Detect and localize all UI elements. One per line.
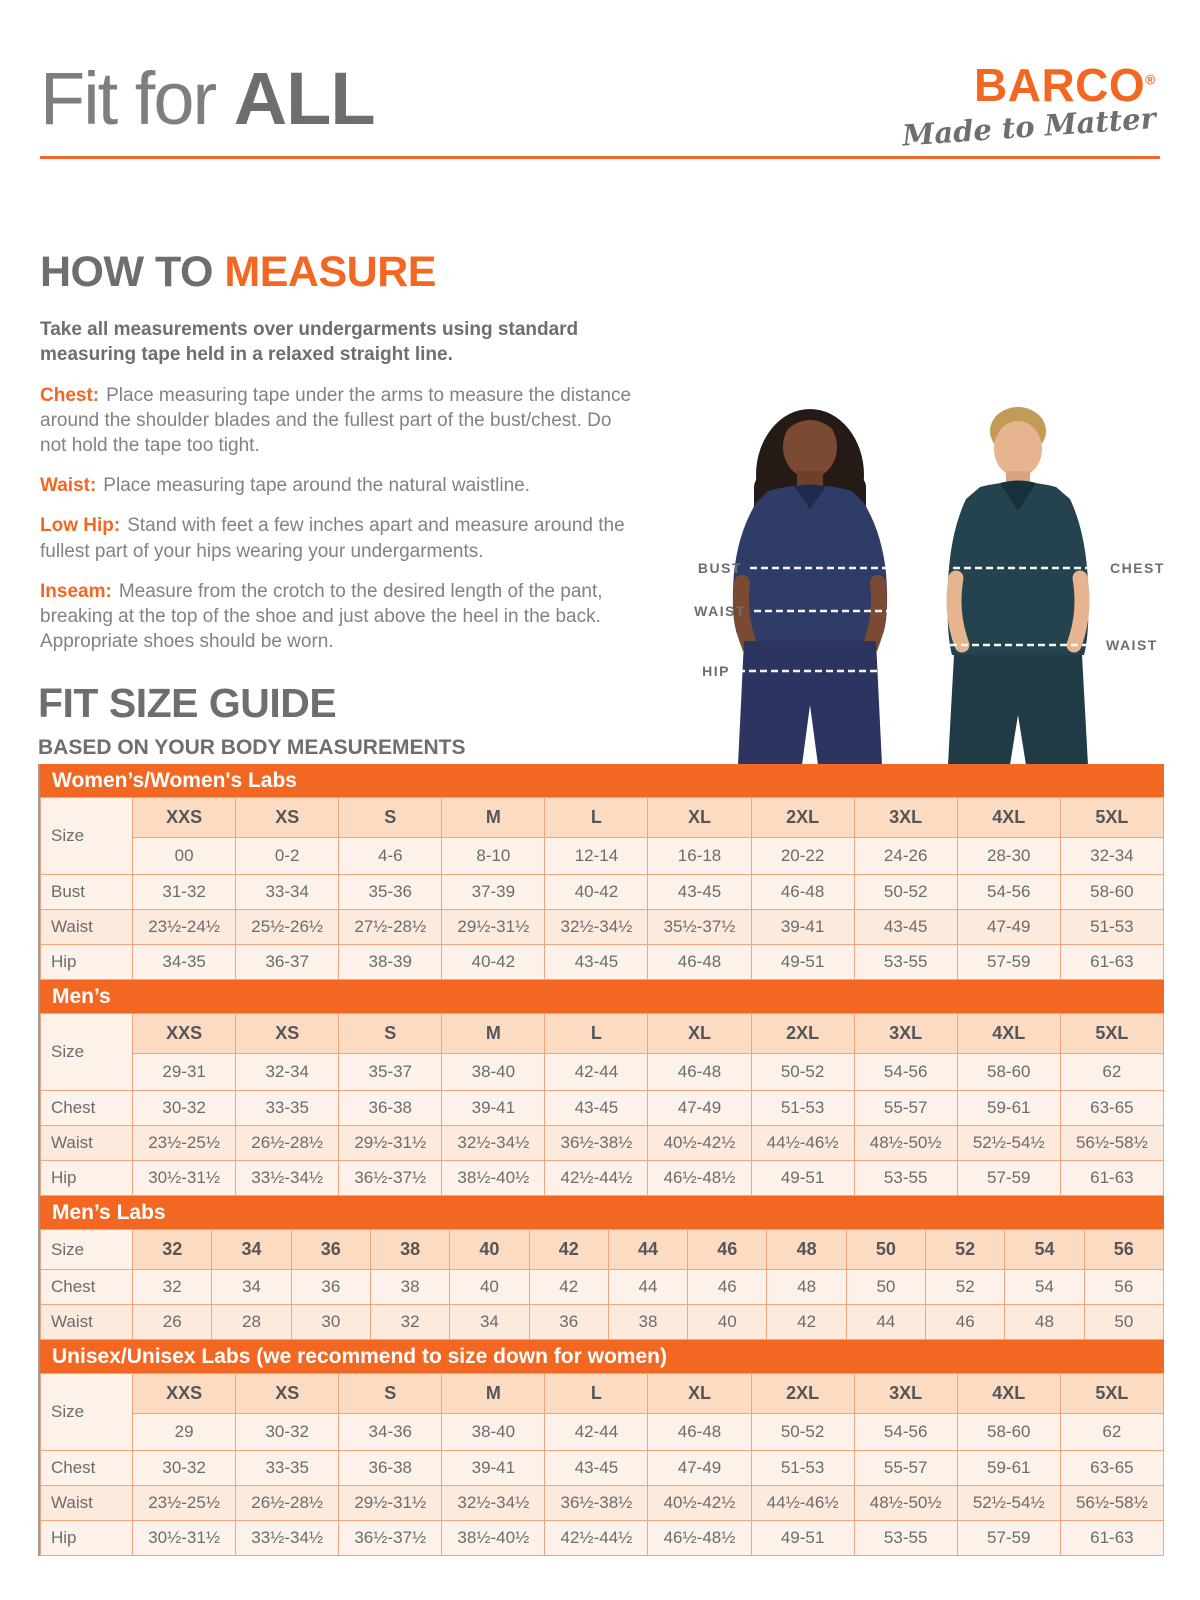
- table-row: [41, 1091, 1164, 1126]
- measurement-cell: 32: [133, 1270, 212, 1305]
- size-number-cell: 42-44: [545, 1414, 648, 1451]
- size-number-cell: 29: [133, 1414, 236, 1451]
- models-photo: [650, 383, 1200, 765]
- size-number-cell: 32-34: [236, 1054, 339, 1091]
- measurement-cell: 46½-48½: [648, 1521, 751, 1556]
- measure-item: [40, 473, 640, 498]
- size-header-cell: XL: [648, 1374, 751, 1414]
- row-label: Hip: [41, 1161, 133, 1196]
- models-illustration: [650, 383, 1200, 765]
- measurement-cell: 35-36: [339, 875, 442, 910]
- row-label: Waist: [41, 910, 133, 945]
- size-header-cell: 40: [450, 1230, 529, 1270]
- measurement-cell: 46½-48½: [648, 1161, 751, 1196]
- measurement-cell: 34: [450, 1305, 529, 1340]
- brand-logo: [896, 59, 1157, 153]
- measurement-cell: 36-37: [236, 945, 339, 980]
- measurement-cell: 49-51: [751, 1521, 854, 1556]
- size-header-cell: 4XL: [957, 1014, 1060, 1054]
- measurement-cell: 44½-46½: [751, 1486, 854, 1521]
- measurement-cell: 53-55: [854, 1521, 957, 1556]
- size-number-cell: 16-18: [648, 838, 751, 875]
- measurement-cell: 57-59: [957, 1521, 1060, 1556]
- measurement-cell: 55-57: [854, 1091, 957, 1126]
- size-number-cell: 20-22: [751, 838, 854, 875]
- measure-item-text: Stand with feet a few inches apart and measure around the fullest part of your hips wearing your undergarments.: [40, 515, 625, 562]
- measurement-cell: 32½-34½: [545, 910, 648, 945]
- size-header-cell: XL: [648, 798, 751, 838]
- measurement-cell: 23½-25½: [133, 1486, 236, 1521]
- measurement-cell: 54: [1005, 1270, 1084, 1305]
- measure-item: [40, 513, 640, 563]
- size-header-cell: 3XL: [854, 798, 957, 838]
- table-row: [41, 1521, 1164, 1556]
- measurement-cell: 23½-25½: [133, 1126, 236, 1161]
- measurement-cell: 32½-34½: [442, 1126, 545, 1161]
- brand-name: [896, 59, 1156, 111]
- table-section-title: Women’s/Women's Labs: [40, 764, 1164, 797]
- measurement-cell: 30-32: [133, 1091, 236, 1126]
- size-table: [40, 1229, 1164, 1340]
- hip-label: HIP: [702, 663, 730, 679]
- fit-size-guide-subheading: BASED ON YOUR BODY MEASUREMENTS: [38, 736, 466, 759]
- size-header-cell: XL: [648, 1014, 751, 1054]
- size-number-cell: 38-40: [442, 1054, 545, 1091]
- woman-model: [733, 409, 902, 765]
- measurement-cell: 36½-38½: [545, 1486, 648, 1521]
- measurement-cell: 43-45: [648, 875, 751, 910]
- measurement-cell: 29½-31½: [442, 910, 545, 945]
- size-header-cell: 4XL: [957, 798, 1060, 838]
- size-header-cell: L: [545, 1374, 648, 1414]
- size-header-cell: 3XL: [854, 1374, 957, 1414]
- measurement-cell: 33-34: [236, 875, 339, 910]
- measurement-cell: 47-49: [957, 910, 1060, 945]
- table-row: [41, 1486, 1164, 1521]
- measurement-cell: 38: [370, 1270, 449, 1305]
- measurement-cell: 55-57: [854, 1451, 957, 1486]
- how-to-measure-section: [40, 248, 640, 669]
- measurement-cell: 25½-26½: [236, 910, 339, 945]
- row-label: Hip: [41, 945, 133, 980]
- measurement-cell: 36-38: [339, 1091, 442, 1126]
- measurement-cell: 33-35: [236, 1451, 339, 1486]
- size-header-cell: 54: [1005, 1230, 1084, 1270]
- page-title-light: Fit for: [40, 57, 234, 140]
- size-number-cell: 35-37: [339, 1054, 442, 1091]
- measurement-cell: 51-53: [751, 1451, 854, 1486]
- size-header-cell: 5XL: [1060, 798, 1163, 838]
- measure-item-label: Waist:: [40, 475, 97, 497]
- measurement-cell: 26½-28½: [236, 1486, 339, 1521]
- measurement-cell: 39-41: [442, 1451, 545, 1486]
- measurement-cell: 29½-31½: [339, 1126, 442, 1161]
- measurement-cell: 40½-42½: [648, 1486, 751, 1521]
- measurement-cell: 28: [212, 1305, 291, 1340]
- measurement-cell: 56½-58½: [1060, 1126, 1163, 1161]
- size-header-cell: XXS: [133, 1014, 236, 1054]
- size-header-cell: 46: [688, 1230, 767, 1270]
- table-section-title: Men’s Labs: [40, 1196, 1164, 1229]
- measurement-cell: 49-51: [751, 945, 854, 980]
- measurement-cell: 52½-54½: [957, 1126, 1060, 1161]
- measure-item-text: Place measuring tape around the natural waistline.: [103, 475, 530, 497]
- row-label: Waist: [41, 1486, 133, 1521]
- size-header-cell: XS: [236, 1014, 339, 1054]
- size-number-cell: 62: [1060, 1054, 1163, 1091]
- size-number-cell: 62: [1060, 1414, 1163, 1451]
- size-number-cell: 42-44: [545, 1054, 648, 1091]
- size-header-cell: 32: [133, 1230, 212, 1270]
- measurement-cell: 59-61: [957, 1091, 1060, 1126]
- measurement-cell: 40: [450, 1270, 529, 1305]
- measurement-cell: 53-55: [854, 945, 957, 980]
- measurement-cell: 52½-54½: [957, 1486, 1060, 1521]
- measurement-cell: 40-42: [442, 945, 545, 980]
- size-number-cell: 58-60: [957, 1414, 1060, 1451]
- measure-item: [40, 579, 640, 654]
- measurement-cell: 57-59: [957, 945, 1060, 980]
- size-table: [40, 1013, 1164, 1196]
- size-header-cell: XS: [236, 798, 339, 838]
- size-column-header: Size: [41, 798, 133, 875]
- measurement-cell: 56: [1084, 1270, 1163, 1305]
- measurement-cell: 63-65: [1060, 1091, 1163, 1126]
- size-header-cell: 52: [926, 1230, 1005, 1270]
- measurement-cell: 47-49: [648, 1091, 751, 1126]
- measurement-cell: 37-39: [442, 875, 545, 910]
- table-row: [41, 910, 1164, 945]
- row-label: Bust: [41, 875, 133, 910]
- size-header-cell: XXS: [133, 798, 236, 838]
- measure-instructions: [40, 383, 640, 654]
- measurement-cell: 30-32: [133, 1451, 236, 1486]
- size-header-cell: 4XL: [957, 1374, 1060, 1414]
- measurement-cell: 46: [926, 1305, 1005, 1340]
- measurement-cell: 59-61: [957, 1451, 1060, 1486]
- measure-item-label: Low Hip:: [40, 515, 121, 537]
- man-model: [942, 407, 1102, 765]
- measurement-cell: 34: [212, 1270, 291, 1305]
- size-header-cell: 38: [370, 1230, 449, 1270]
- measurement-cell: 33½-34½: [236, 1521, 339, 1556]
- measurement-cell: 36: [529, 1305, 608, 1340]
- size-header-cell: 56: [1084, 1230, 1163, 1270]
- size-number-cell: 00: [133, 838, 236, 875]
- row-label: Waist: [41, 1126, 133, 1161]
- measurement-cell: 48½-50½: [854, 1126, 957, 1161]
- measurement-cell: 44: [608, 1270, 687, 1305]
- size-header-cell: L: [545, 1014, 648, 1054]
- row-label: Waist: [41, 1305, 133, 1340]
- measure-intro: Take all measurements over undergarments using standard measuring tape held in a relaxed straight line.: [40, 319, 579, 366]
- size-number-cell: 8-10: [442, 838, 545, 875]
- measurement-cell: 33-35: [236, 1091, 339, 1126]
- header-divider: [40, 156, 1160, 159]
- table-row: [41, 875, 1164, 910]
- size-number-cell: 58-60: [957, 1054, 1060, 1091]
- heading-orange-part: MEASURE: [224, 248, 436, 296]
- measurement-cell: 50: [846, 1270, 925, 1305]
- measurement-cell: 46-48: [648, 945, 751, 980]
- measurement-cell: 34-35: [133, 945, 236, 980]
- size-column-header: Size: [41, 1374, 133, 1451]
- size-number-cell: 54-56: [854, 1054, 957, 1091]
- measurement-cell: 27½-28½: [339, 910, 442, 945]
- size-number-cell: 4-6: [339, 838, 442, 875]
- size-header-cell: 36: [291, 1230, 370, 1270]
- size-header-cell: XS: [236, 1374, 339, 1414]
- table-row: [41, 945, 1164, 980]
- measurement-cell: 61-63: [1060, 1161, 1163, 1196]
- size-header-cell: S: [339, 798, 442, 838]
- size-header-cell: M: [442, 1014, 545, 1054]
- measurement-cell: 33½-34½: [236, 1161, 339, 1196]
- measurement-cell: 51-53: [1060, 910, 1163, 945]
- measurement-cell: 23½-24½: [133, 910, 236, 945]
- brand-tagline: Made to Matter: [901, 100, 1157, 153]
- size-column-header: Size: [41, 1230, 133, 1270]
- measurement-cell: 38½-40½: [442, 1161, 545, 1196]
- size-header-cell: S: [339, 1014, 442, 1054]
- measurement-cell: 42: [529, 1270, 608, 1305]
- size-header-cell: S: [339, 1374, 442, 1414]
- measurement-cell: 44: [846, 1305, 925, 1340]
- size-number-cell: 50-52: [751, 1054, 854, 1091]
- measurement-cell: 30½-31½: [133, 1161, 236, 1196]
- measurement-cell: 32½-34½: [442, 1486, 545, 1521]
- measurement-cell: 57-59: [957, 1161, 1060, 1196]
- measurement-cell: 42½-44½: [545, 1521, 648, 1556]
- size-number-cell: 29-31: [133, 1054, 236, 1091]
- measurement-cell: 51-53: [751, 1091, 854, 1126]
- table-row: [41, 1270, 1164, 1305]
- size-header-cell: 2XL: [751, 1374, 854, 1414]
- measurement-cell: 50: [1084, 1305, 1163, 1340]
- size-number-cell: 46-48: [648, 1054, 751, 1091]
- size-number-cell: 0-2: [236, 838, 339, 875]
- waist-right-label: WAIST: [1106, 637, 1158, 653]
- size-column-header: Size: [41, 1014, 133, 1091]
- measurement-cell: 48: [767, 1270, 846, 1305]
- heading-gray-part: HOW TO: [40, 248, 225, 296]
- measurement-cell: 38½-40½: [442, 1521, 545, 1556]
- brand-wordmark: BARCO: [974, 59, 1146, 111]
- measurement-cell: 36: [291, 1270, 370, 1305]
- measurement-cell: 53-55: [854, 1161, 957, 1196]
- measurement-cell: 43-45: [545, 1091, 648, 1126]
- measurement-cell: 29½-31½: [339, 1486, 442, 1521]
- measurement-cell: 30½-31½: [133, 1521, 236, 1556]
- size-table: [40, 1373, 1164, 1556]
- measurement-cell: 50-52: [854, 875, 957, 910]
- row-label: Chest: [41, 1451, 133, 1486]
- page-title: [40, 56, 375, 141]
- size-header-cell: 44: [608, 1230, 687, 1270]
- measurement-cell: 44½-46½: [751, 1126, 854, 1161]
- measurement-cell: 47-49: [648, 1451, 751, 1486]
- table-section-title: Men’s: [40, 980, 1164, 1013]
- measurement-cell: 26: [133, 1305, 212, 1340]
- table-row: [41, 1305, 1164, 1340]
- size-number-cell: 28-30: [957, 838, 1060, 875]
- measurement-cell: 58-60: [1060, 875, 1163, 910]
- row-label: Chest: [41, 1091, 133, 1126]
- page-title-bold: ALL: [233, 57, 375, 140]
- size-header-cell: 3XL: [854, 1014, 957, 1054]
- bust-label: BUST: [697, 560, 742, 576]
- measurement-cell: 36-38: [339, 1451, 442, 1486]
- size-header-cell: 50: [846, 1230, 925, 1270]
- size-header-cell: 48: [767, 1230, 846, 1270]
- measurement-cell: 32: [370, 1305, 449, 1340]
- row-label: Hip: [41, 1521, 133, 1556]
- measure-item-label: Chest:: [40, 385, 100, 407]
- measure-item-text: Place measuring tape under the arms to measure the distance around the shoulder blades and the fullest part of the bust/chest. Do not hold the tape too tight.: [40, 385, 632, 457]
- table-row: [41, 1451, 1164, 1486]
- size-header-cell: 5XL: [1060, 1014, 1163, 1054]
- size-tables-block: [38, 764, 1164, 1556]
- size-number-cell: 24-26: [854, 838, 957, 875]
- size-table: [40, 797, 1164, 980]
- how-to-measure-heading: [40, 248, 640, 297]
- measurement-cell: 52: [926, 1270, 1005, 1305]
- size-header-cell: 5XL: [1060, 1374, 1163, 1414]
- measurement-cell: 40-42: [545, 875, 648, 910]
- measurement-cell: 43-45: [545, 1451, 648, 1486]
- chest-label: CHEST: [1110, 560, 1165, 576]
- size-number-cell: 54-56: [854, 1414, 957, 1451]
- size-header-cell: 34: [212, 1230, 291, 1270]
- size-header-cell: 42: [529, 1230, 608, 1270]
- measurement-cell: 54-56: [957, 875, 1060, 910]
- measurement-cell: 43-45: [854, 910, 957, 945]
- waist-left-label: WAIST: [694, 603, 746, 619]
- measurement-cell: 49-51: [751, 1161, 854, 1196]
- measurement-cell: 46: [688, 1270, 767, 1305]
- table-section-title: Unisex/Unisex Labs (we recommend to size down for women): [40, 1340, 1164, 1373]
- measurement-cell: 35½-37½: [648, 910, 751, 945]
- measurement-cell: 36½-37½: [339, 1521, 442, 1556]
- size-number-cell: 50-52: [751, 1414, 854, 1451]
- measurement-cell: 42: [767, 1305, 846, 1340]
- measurement-cell: 61-63: [1060, 1521, 1163, 1556]
- size-number-cell: 38-40: [442, 1414, 545, 1451]
- measurement-cell: 36½-38½: [545, 1126, 648, 1161]
- measurement-cell: 39-41: [751, 910, 854, 945]
- measure-item: [40, 383, 640, 458]
- row-label: Chest: [41, 1270, 133, 1305]
- registered-mark-icon: ®: [1145, 71, 1156, 88]
- measurement-cell: 42½-44½: [545, 1161, 648, 1196]
- measurement-cell: 43-45: [545, 945, 648, 980]
- measurement-cell: 56½-58½: [1060, 1486, 1163, 1521]
- measure-item-text: Measure from the crotch to the desired length of the pant, breaking at the top of the shoe and just above the heel in the back. Appropriate shoes should be worn.: [40, 580, 603, 652]
- measurement-cell: 36½-37½: [339, 1161, 442, 1196]
- measurement-cell: 26½-28½: [236, 1126, 339, 1161]
- size-header-cell: 2XL: [751, 798, 854, 838]
- measure-item-label: Inseam:: [40, 580, 112, 602]
- size-header-cell: XXS: [133, 1374, 236, 1414]
- size-number-cell: 32-34: [1060, 838, 1163, 875]
- size-header-cell: M: [442, 798, 545, 838]
- measurement-cell: 46-48: [751, 875, 854, 910]
- measurement-cell: 38-39: [339, 945, 442, 980]
- measurement-cell: 63-65: [1060, 1451, 1163, 1486]
- size-header-cell: L: [545, 798, 648, 838]
- measurement-cell: 48½-50½: [854, 1486, 957, 1521]
- measurement-cell: 48: [1005, 1305, 1084, 1340]
- measurement-cell: 30: [291, 1305, 370, 1340]
- measurement-cell: 40: [688, 1305, 767, 1340]
- size-number-cell: 12-14: [545, 838, 648, 875]
- table-row: [41, 1126, 1164, 1161]
- fit-size-guide-heading: FIT SIZE GUIDE: [38, 680, 337, 726]
- size-number-cell: 34-36: [339, 1414, 442, 1451]
- measurement-cell: 61-63: [1060, 945, 1163, 980]
- size-number-cell: 30-32: [236, 1414, 339, 1451]
- table-row: [41, 1161, 1164, 1196]
- size-number-cell: 46-48: [648, 1414, 751, 1451]
- measurement-cell: 38: [608, 1305, 687, 1340]
- measurement-cell: 39-41: [442, 1091, 545, 1126]
- size-header-cell: M: [442, 1374, 545, 1414]
- measurement-cell: 31-32: [133, 875, 236, 910]
- size-header-cell: 2XL: [751, 1014, 854, 1054]
- measurement-cell: 40½-42½: [648, 1126, 751, 1161]
